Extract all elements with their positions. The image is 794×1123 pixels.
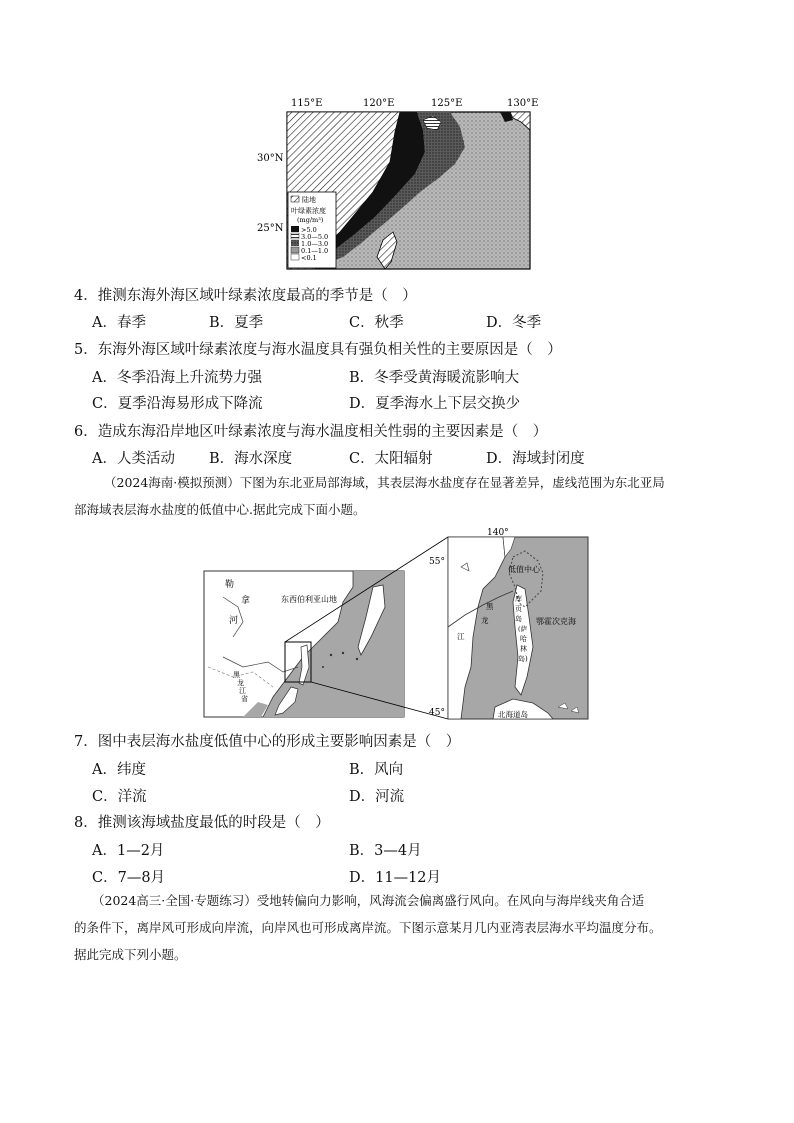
inset-river-char-3: 江 xyxy=(457,632,465,641)
legend-title-1: 叶绿素浓度 xyxy=(291,207,326,215)
inset-lat-45: 45° xyxy=(429,708,445,718)
map2-river-char-2: 拿 xyxy=(241,596,251,606)
q5-option-d[interactable]: D．夏季海水上下层交换少 xyxy=(349,396,521,412)
inset-island-char-2: 页 xyxy=(515,605,522,613)
inset-lon-140: 140° xyxy=(487,528,509,538)
q5-option-c[interactable]: C．夏季沿海易形成下降流 xyxy=(92,396,263,412)
chlorophyll-map xyxy=(255,92,545,274)
q8-option-d[interactable]: D．11—12月 xyxy=(349,870,442,886)
inset-island-char-6: 林 xyxy=(520,645,527,653)
map2-left-vertical-4: 省 xyxy=(241,695,248,703)
lon-label-120: 120°E xyxy=(363,98,395,109)
inset-sea-label: 鄂霍次克海 xyxy=(536,617,576,626)
lon-label-115: 115°E xyxy=(291,98,323,109)
question-6-stem: 6．造成东海沿岸地区叶绿素浓度与海水温度相关性弱的主要因素是（ ） xyxy=(74,424,548,440)
lat-label-25: 25°N xyxy=(257,223,284,234)
intro3-line2: 的条件下，离岸风可形成向岸流，向岸风也可形成离岸流。下图示意某月几内亚湾表层海水平均温度分布。 xyxy=(74,920,662,935)
legend-class-3: 1.0—3.0 xyxy=(301,240,329,248)
salinity-map xyxy=(203,527,591,723)
inset-low-center-label: 低值中心 xyxy=(508,565,540,574)
q8-option-c[interactable]: C．7—8月 xyxy=(92,870,166,886)
legend-class-4: 0.1—1.0 xyxy=(301,247,329,255)
map2-river-char-3: 河 xyxy=(229,616,239,626)
legend-title-2: (mg/m³) xyxy=(297,216,324,224)
inset-island-char-1: 库 xyxy=(515,595,522,603)
inset-lat-55: 55° xyxy=(429,557,445,567)
question-8-stem: 8．推测该海域盐度最低的时段是（ ） xyxy=(74,815,330,831)
question-7-stem: 7．图中表层海水盐度低值中心的形成主要影响因素是（ ） xyxy=(74,734,461,750)
map2-left-vertical-3: 江 xyxy=(239,687,246,695)
q6-option-c[interactable]: C．太阳辐射 xyxy=(349,451,433,467)
intro3-line3: 据此完成下列小题。 xyxy=(74,947,187,962)
q7-option-d[interactable]: D．河流 xyxy=(349,789,405,805)
q5-option-a[interactable]: A．冬季沿海上升流势力强 xyxy=(92,370,262,386)
q8-option-b[interactable]: B．3—4月 xyxy=(349,843,422,859)
question-5-stem: 5．东海外海区域叶绿素浓度与海水温度具有强负相关性的主要原因是（ ） xyxy=(74,342,562,358)
question-4-stem: 4．推测东海外海区域叶绿素浓度最高的季节是（ ） xyxy=(74,288,417,304)
map2-mountains-label: 东西伯利亚山地 xyxy=(281,595,337,604)
q7-option-b[interactable]: B．风向 xyxy=(349,762,404,778)
inset-river-char-1: 黑 xyxy=(486,602,494,611)
q4-option-b[interactable]: B．夏季 xyxy=(209,315,264,331)
inset-island-char-4: (萨 xyxy=(518,625,528,633)
lon-label-125: 125°E xyxy=(431,98,463,109)
q7-option-c[interactable]: C．洋流 xyxy=(92,789,147,805)
intro2-line1: （2024海南·模拟预测）下图为东北亚局部海域，其表层海水盐度存在显著差异，虚线范围为东北亚局 xyxy=(104,475,665,490)
q7-option-a[interactable]: A．纬度 xyxy=(92,762,146,778)
lon-label-130: 130°E xyxy=(507,98,539,109)
intro3-line1: （2024高三·全国·专题练习）受地转偏向力影响，风海流会偏离盛行风向。在风向与海岸线夹角合适 xyxy=(92,893,645,908)
map2-left-vertical-1: 黑 xyxy=(233,671,240,679)
legend-class-5: <0.1 xyxy=(301,254,317,262)
inset-island-char-3: 岛 xyxy=(515,615,522,623)
inset-island-char-7: 岛) xyxy=(518,655,528,663)
lat-label-30: 30°N xyxy=(257,153,284,164)
q5-option-b[interactable]: B．冬季受黄海暖流影响大 xyxy=(349,370,520,386)
q6-option-d[interactable]: D．海域封闭度 xyxy=(486,451,585,467)
map2-left-vertical-2: 龙 xyxy=(237,679,244,687)
q6-option-a[interactable]: A．人类活动 xyxy=(92,451,175,467)
q4-option-a[interactable]: A．春季 xyxy=(92,315,146,331)
q8-option-a[interactable]: A．1—2月 xyxy=(92,843,165,859)
legend-land: 陆地 xyxy=(302,196,316,204)
inset-island-char-5: 哈 xyxy=(520,635,527,643)
inset-river-char-2: 龙 xyxy=(481,616,489,625)
q6-option-b[interactable]: B．海水深度 xyxy=(209,451,293,467)
legend-class-1: >5.0 xyxy=(301,226,317,234)
chlorophyll-legend xyxy=(288,192,336,268)
q4-option-c[interactable]: C．秋季 xyxy=(349,315,404,331)
map2-river-char-1: 勒 xyxy=(225,580,235,590)
legend-class-2: 3.0—5.0 xyxy=(301,233,329,241)
intro2-line2: 部海域表层海水盐度的低值中心.据此完成下面小题。 xyxy=(74,502,366,517)
inset-hokkaido-label: 北海道岛 xyxy=(498,710,528,719)
q4-option-d[interactable]: D．冬季 xyxy=(486,315,542,331)
